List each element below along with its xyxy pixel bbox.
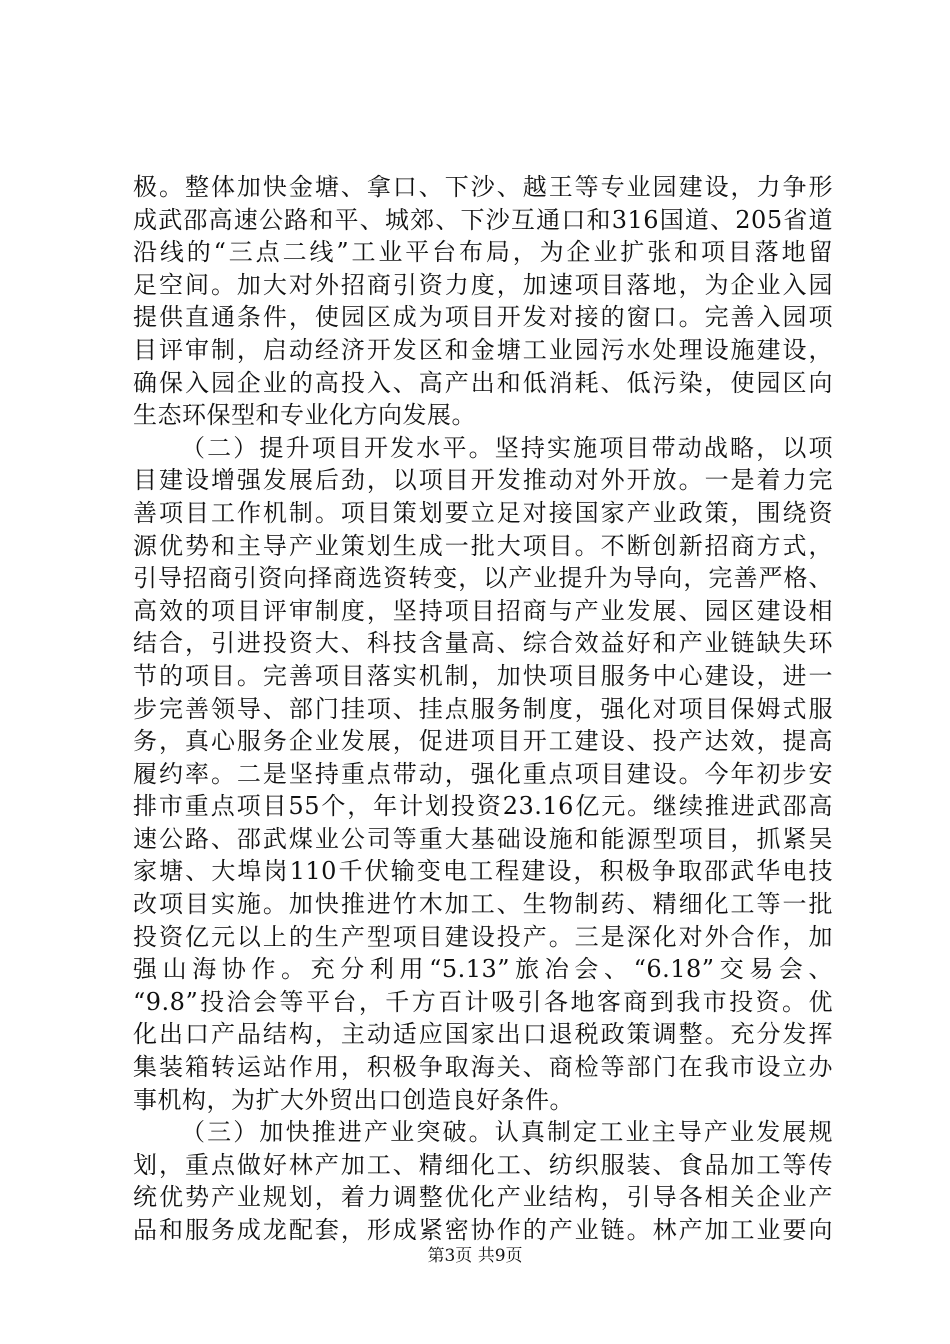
text-line: 结合，引进投资大、科技含量高、综合效益好和产业链缺失环 <box>133 629 833 658</box>
text-line: “9.8”投洽会等平台，千方百计吸引各地客商到我市投资。优 <box>133 987 833 1016</box>
body-text <box>133 171 833 1247</box>
text-line: 步完善领导、部门挂项、挂点服务制度，强化对项目保姆式服 <box>133 694 833 723</box>
text-line: 改项目实施。加快推进竹木加工、生物制药、精细化工等一批 <box>133 890 833 919</box>
text-line: 足空间。加大对外招商引资力度，加速项目落地，为企业入园 <box>133 270 833 299</box>
text-line: 生态环保型和专业化方向发展。 <box>133 401 476 430</box>
text-line: 极。整体加快金塘、拿口、下沙、越王等专业园建设，力争形 <box>133 173 833 201</box>
page-number-footer: 第3页 共9页 <box>427 1246 523 1266</box>
text-line: 排市重点项目55个，年计划投资23.16亿元。继续推进武邵高 <box>133 792 833 821</box>
text-line: 高效的项目评审制度，坚持项目招商与产业发展、园区建设相 <box>133 596 833 625</box>
text-line: 品和服务成龙配套，形成紧密协作的产业链。林产加工业要向 <box>133 1216 833 1244</box>
text-line: 沿线的“三点二线”工业平台布局，为企业扩张和项目落地留 <box>133 238 833 267</box>
text-line: 速公路、邵武煤业公司等重大基础设施和能源型项目，抓紧吴 <box>133 824 833 853</box>
text-line: 履约率。二是坚持重点带动，强化重点项目建设。今年初步安 <box>133 759 833 788</box>
text-line: 强山海协作。充分利用“5.13”旅冶会、“6.18”交易会、 <box>133 955 833 984</box>
text-line: 集装箱转运站作用，积极争取海关、商检等部门在我市设立办 <box>133 1053 833 1082</box>
text-line: 成武邵高速公路和平、城郊、下沙互通口和316国道、205省道 <box>133 205 833 234</box>
text-line: 目评审制，启动经济开发区和金塘工业园污水处理设施建设， <box>133 335 833 364</box>
text-line: 善项目工作机制。项目策划要立足对接国家产业政策，围绕资 <box>133 498 833 527</box>
text-line: 投资亿元以上的生产型项目建设投产。三是深化对外合作，加 <box>133 922 833 951</box>
text-line: 引导招商引资向择商选资转变，以产业提升为导向，完善严格、 <box>133 564 833 593</box>
text-line: 提供直通条件，使园区成为项目开发对接的窗口。完善入园项 <box>133 303 833 332</box>
text-line: 节的项目。完善项目落实机制，加快项目服务中心建设，进一 <box>133 661 833 690</box>
text-line: 事机构，为扩大外贸出口创造良好条件。 <box>133 1085 574 1114</box>
text-line: 源优势和主导产业策划生成一批大项目。不断创新招商方式， <box>133 531 833 560</box>
text-line: 确保入园企业的高投入、高产出和低消耗、低污染，使园区向 <box>133 368 833 397</box>
text-line: 统优势产业规划，着力调整优化产业结构，引导各相关企业产 <box>133 1183 833 1212</box>
paragraph-heading-line: （三）加快推进产业突破。认真制定工业主导产业发展规 <box>181 1118 833 1147</box>
text-line: 家塘、大埠岗110千伏输变电工程建设，积极争取邵武华电技 <box>133 857 833 886</box>
paragraph-heading-line: （二）提升项目开发水平。坚持实施项目带动战略，以项 <box>181 433 833 462</box>
text-line: 划，重点做好林产加工、精细化工、纺织服装、食品加工等传 <box>133 1150 833 1179</box>
text-line: 目建设增强发展后劲，以项目开发推动对外开放。一是着力完 <box>133 466 833 495</box>
text-line: 化出口产品结构，主动适应国家出口退税政策调整。充分发挥 <box>133 1020 833 1049</box>
text-line: 务，真心服务企业发展，促进项目开工建设、投产达效，提高 <box>133 727 833 756</box>
